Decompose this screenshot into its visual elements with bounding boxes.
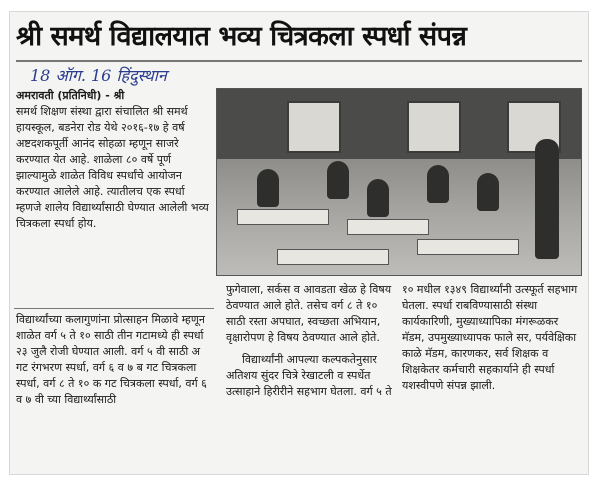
paragraph-intro: समर्थ शिक्षण संस्था द्वारा संचालित श्री समर्थ हायस्कूल, बडनेरा रोड येथे २०१६-१७ हे वर्ष अष्टदशकपूर्ती आनंद सोहळा म्हणून साजरे करण्यात येत आहे. शाळेला ८० वर्षे पूर्ण झाल्यामुळे शाळेत विविध स्पर्धांचे आयोजन करण्यात आलेले आहे. त्यातीलच एक स्पर्धा म्हणजे शालेय विद्यार्थ्यांसाठी घेण्यात आलेली भव्य चित्रकला स्पर्धा होय. [16,105,209,230]
paragraph-acknowledgement: १० मधील १३४९ विद्यार्थ्यांनी उत्स्फूर्त सहभाग घेतला. स्पर्धा राबविण्यासाठी संस्था कार्यकारिणी, मुख्याध्यापिका मंगरूळकर मॅडम, उपमुख्याध्यापक फाले सर, पर्यवेक्षिका काळे मॅडम, कारणकर, सर्व शिक्षक व शिक्षकेतर कर्मचारी सहकार्याने ही स्पर्धा यशस्वीपणे संपन्न झाली. [402,283,578,392]
newspaper-clipping [10,12,588,474]
headline-rule [16,60,582,62]
photo-teacher [535,139,559,259]
left-column-top [16,88,212,232]
photo-desk [347,219,429,235]
photo-student [367,179,389,217]
left-column-bottom [16,312,212,408]
dateline: अमरावती (प्रतिनिधी) - श्री [16,89,125,102]
middle-column [226,282,394,400]
photo-student [477,173,499,211]
classroom-photo [216,88,582,276]
paragraph-topics: फुगेवाला, सर्कस व आवडता खेळ हे विषय ठेवण्यात आले होते. तसेच वर्ग ८ ते १० साठी रस्ता अपघात, स्वच्छता अभियान, वृक्षारोपण हे विषय ठेवण्यात आले होते. [226,283,392,344]
photo-student [427,165,449,203]
photo-student [257,169,279,207]
headline: श्री समर्थ विद्यालयात भव्य चित्रकला स्पर्धा संपन्न [16,21,467,52]
right-column [402,282,582,394]
photo-desk [237,209,329,225]
photo-desk [277,249,389,265]
photo-window [407,101,461,153]
paragraph-participation: विद्यार्थ्यांनी आपल्या कल्पकतेनुसार अतिशय सुंदर चित्रे रेखाटली व स्पर्धेत उत्साहाने हिरीरीने सहभाग घेतला. वर्ग ५ ते [226,353,392,398]
paragraph-groups: विद्यार्थ्यांच्या कलागुणांना प्रोत्साहन मिळावे म्हणून शाळेत वर्ग ५ ते १० साठी तीन गटामध्ये ही स्पर्धा २३ जुलै रोजी घेण्यात आली. वर्ग ५ वी साठी अ गट रंगभरण स्पर्धा, वर्ग ६ व ७ ब गट चित्रकला स्पर्धा, वर्ग ८ ते १० क गट चित्रकला स्पर्धा, वर्ग ६ व ७ वी च्या विद्यार्थ्यांसाठी [16,313,207,406]
column-divider [14,308,214,309]
photo-window [287,101,341,153]
photo-desk [417,239,519,255]
handwritten-date-note: 18 ऑग. 16 हिंदुस्थान [30,66,167,85]
photo-student [327,161,349,199]
